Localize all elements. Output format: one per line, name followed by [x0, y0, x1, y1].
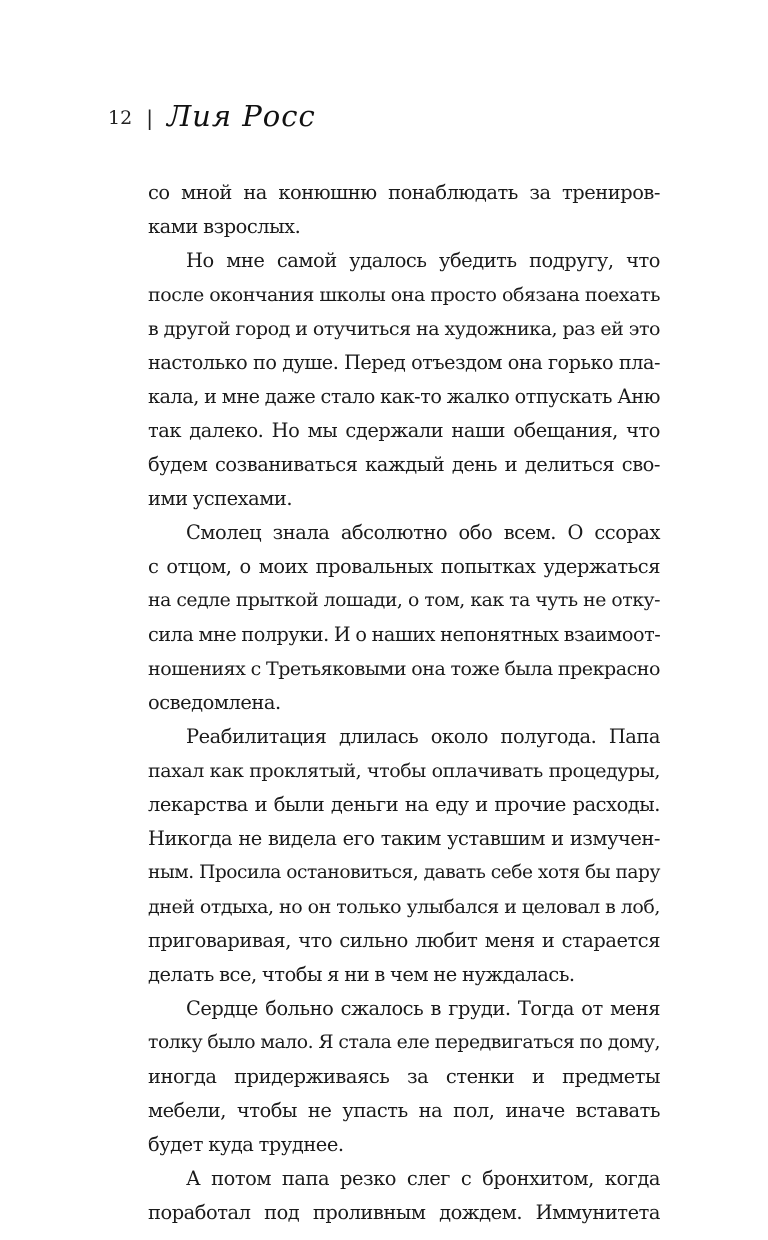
- body-text: [148, 176, 660, 1230]
- page-number: 12: [108, 107, 133, 129]
- text-line: будем созваниваться каждый день и делиться сво-: [148, 453, 660, 476]
- text-line: Реабилитация длилась около полугода. Папа: [186, 725, 660, 748]
- text-line: толку было мало. Я стала еле передвигаться по дому,: [148, 1032, 660, 1053]
- header-separator: |: [146, 106, 153, 130]
- text-line: приговаривая, что сильно любит меня и старается: [148, 929, 660, 952]
- text-line: будет куда труднее.: [148, 1133, 344, 1156]
- text-line: Смолец знала абсолютно обо всем. О ссорах: [186, 521, 660, 544]
- text-line: со мной на конюшню понаблюдать за трениров-: [148, 181, 660, 204]
- text-line: делать все, чтобы я ни в чем не нуждалась.: [148, 963, 575, 986]
- text-line: сила мне полруки. И о наших непонятных взаимоот-: [148, 623, 661, 646]
- text-line: поработал под проливным дождем. Иммунитета: [148, 1201, 660, 1224]
- text-line: настолько по душе. Перед отъездом она горько пла-: [148, 351, 660, 374]
- text-line: пахал как проклятый, чтобы оплачивать процедуры,: [148, 760, 660, 782]
- text-line: лекарства и были деньги на еду и прочие расходы.: [148, 793, 660, 816]
- text-line: ношениях с Третьяковыми она тоже была прекрасно: [148, 658, 660, 680]
- text-line: А потом папа резко слег с бронхитом, когда: [186, 1167, 660, 1190]
- text-line: ими успехами.: [148, 487, 293, 510]
- text-line: в другой город и отучиться на художника, раз ей это: [148, 318, 660, 340]
- text-line: Никогда не видела его таким уставшим и измучен-: [148, 827, 660, 850]
- text-line: с отцом, о моих провальных попытках удержаться: [148, 555, 660, 578]
- text-line: на седле прыткой лошади, о том, как та чуть не отку-: [148, 590, 660, 611]
- text-line: Но мне самой удалось убедить подругу, что: [186, 249, 660, 272]
- text-line: ками взрослых.: [148, 215, 301, 238]
- text-line: иногда придерживаясь за стенки и предметы: [148, 1065, 660, 1088]
- text-line: после окончания школы она просто обязана поехать: [148, 284, 660, 306]
- text-line: мебели, чтобы не упасть на пол, иначе вставать: [148, 1099, 660, 1122]
- text-line: дней отдыха, но он только улыбался и целовал в лоб,: [148, 896, 660, 918]
- text-line: ным. Просила остановиться, давать себе хотя бы пару: [148, 862, 660, 883]
- text-line: так далеко. Но мы сдержали наши обещания, что: [148, 419, 660, 442]
- running-head: [108, 100, 316, 136]
- text-line: осведомлена.: [148, 691, 281, 714]
- text-line: кала, и мне даже стало как-то жалко отпускать Аню: [148, 385, 660, 408]
- author-name: Лия Росс: [166, 99, 316, 133]
- text-line: Сердце больно сжалось в груди. Тогда от меня: [186, 997, 660, 1020]
